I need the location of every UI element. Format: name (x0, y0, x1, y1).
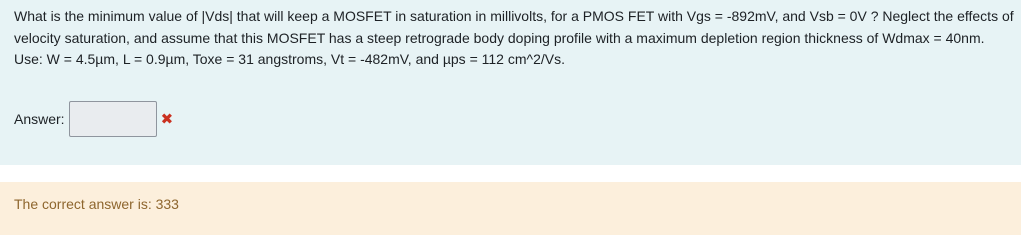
correct-answer-text: The correct answer is: 333 (14, 196, 179, 212)
feedback-panel (0, 182, 1021, 235)
incorrect-cross-icon: ✖ (160, 110, 174, 128)
answer-label: Answer: (14, 111, 65, 127)
answer-input[interactable] (69, 101, 157, 137)
answer-row (14, 101, 173, 137)
question-text: What is the minimum value of |Vds| that will keep a MOSFET in saturation in millivolts, for a PMOS FET with Vgs = -892mV, and Vsb = 0V ? Neglect the effects of velocity saturation, and assume that this MOSFET has a steep retrograde body doping profile with a maximum depletion region thickness of Wdmax = 40nm. Use: W = 4.5µm, L = 0.9µm, Toxe = 31 angstroms, Vt = -482mV, and µps = 112 cm^2/Vs. (14, 8, 1014, 67)
